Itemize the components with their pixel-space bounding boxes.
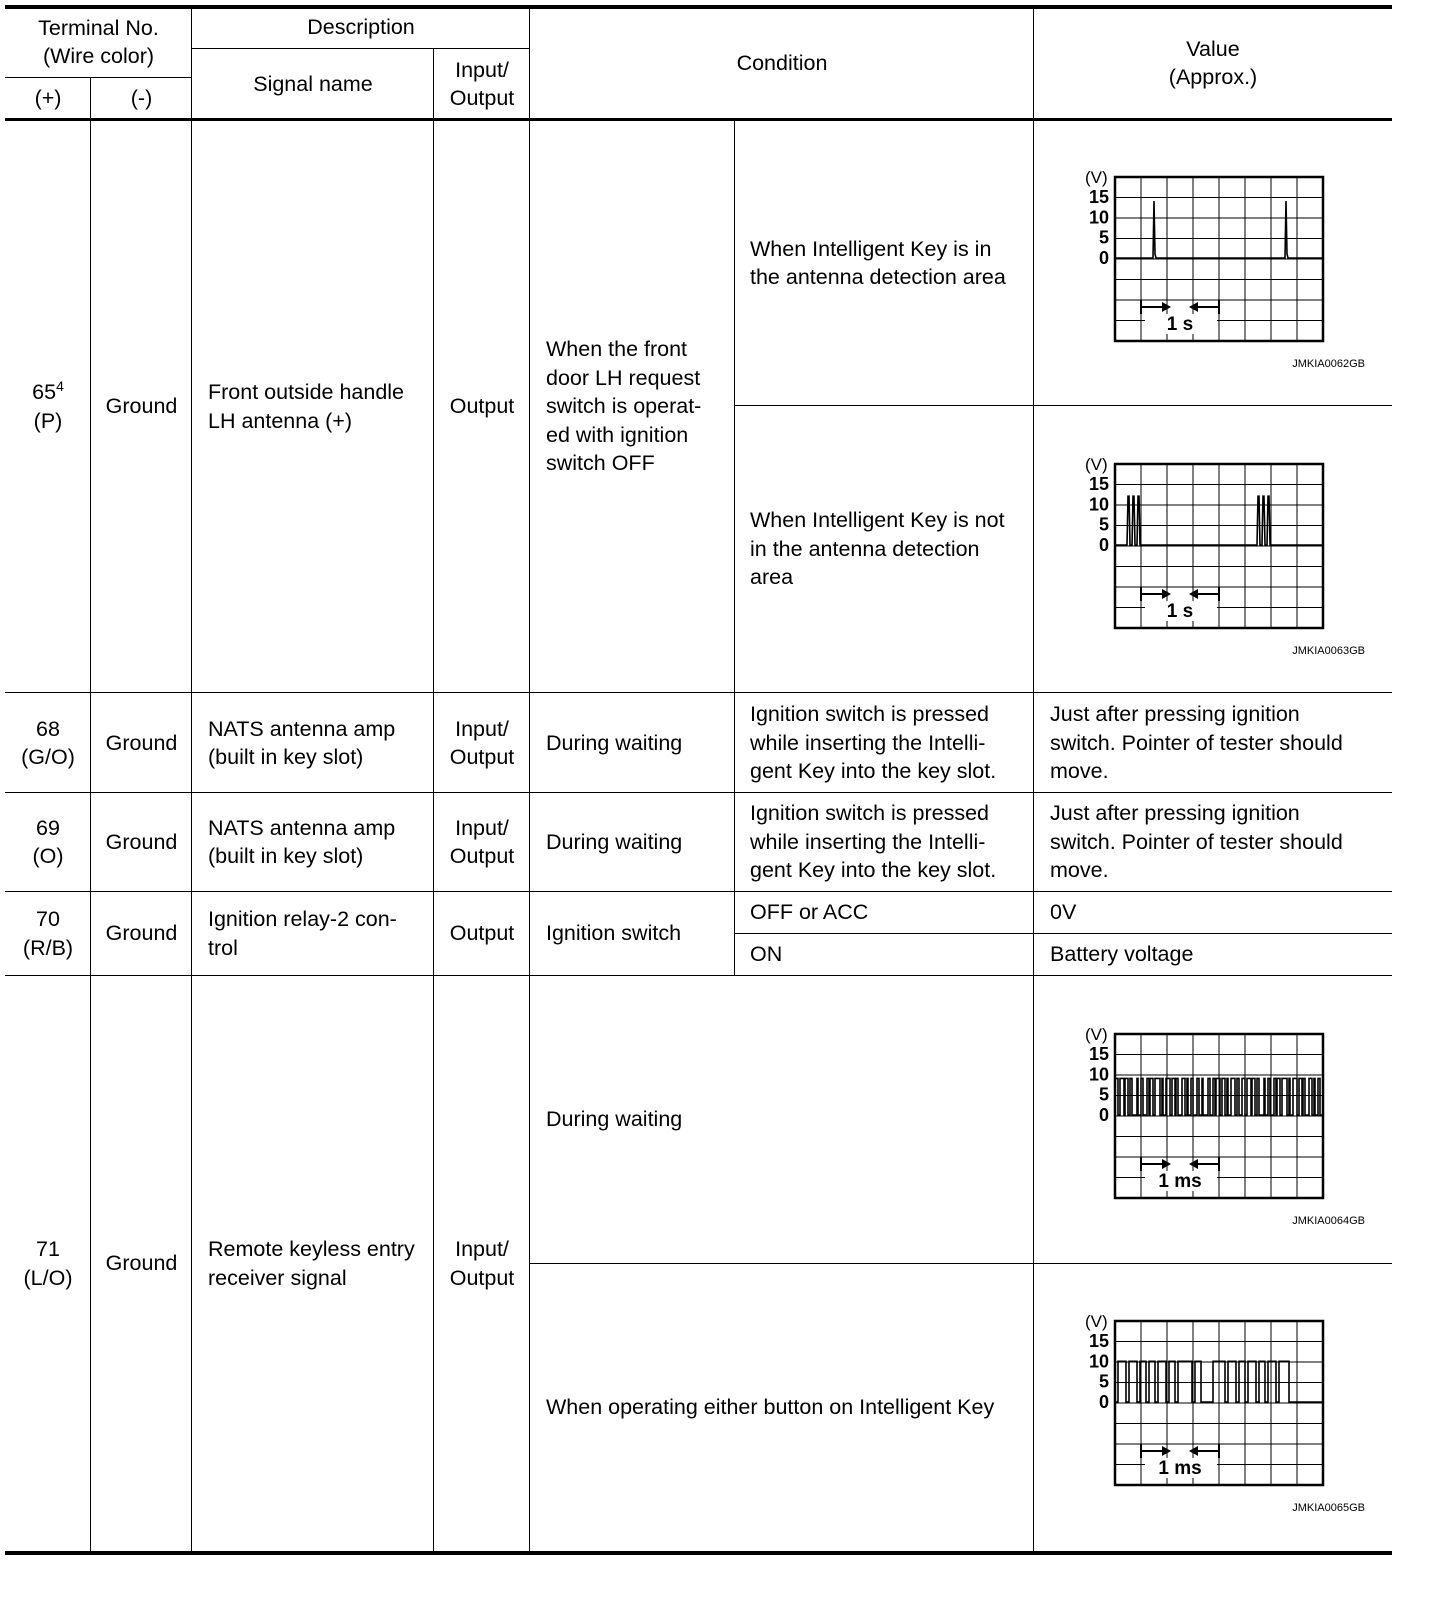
- row68-io: [434, 694, 530, 792]
- waveform-tick-label: 5: [1098, 514, 1109, 535]
- row68-signal-line2: (built in key slot): [208, 745, 364, 769]
- row71-io-line2: Output: [449, 1265, 515, 1290]
- header-io-line1: Input/: [455, 57, 509, 82]
- row70-value1-label: 0V: [1050, 900, 1077, 925]
- row70-value2-label: Battery voltage: [1050, 942, 1194, 967]
- row65-terminal-no: [32, 378, 64, 407]
- row70-ground: [91, 892, 192, 975]
- period-label: 1 s: [1166, 601, 1194, 622]
- header-signal-name: [192, 49, 434, 119]
- row65-sub2-line3: area: [750, 565, 794, 590]
- row68-sub-line2: while inserting the Intelli-: [750, 730, 986, 755]
- row69-ground-label: Ground: [105, 829, 178, 854]
- waveform-jmkia0065gb: [1067, 1303, 1367, 1514]
- row69-terminal: [5, 793, 91, 891]
- waveform-tick-label: 0: [1098, 1105, 1109, 1125]
- waveform-jmkia0062gb: [1067, 159, 1367, 370]
- waveform-plot: [1067, 446, 1367, 657]
- row65-sub2-line2: in the antenna detection: [750, 536, 980, 561]
- row65-signal-name: [192, 121, 434, 692]
- waveform-tick-label: 15: [1088, 474, 1109, 494]
- row69-wire-color: (O): [32, 844, 64, 868]
- header-plus-label: (+): [34, 86, 62, 111]
- waveform-unit-label: (V): [1085, 1025, 1108, 1044]
- period-label: 1 s: [1166, 314, 1194, 335]
- row69-value: [1034, 793, 1392, 891]
- row70-ground-label: Ground: [105, 921, 178, 946]
- waveform-tick-label: 0: [1098, 1392, 1109, 1412]
- figure-code-label: JMKIA0065GB: [1292, 1502, 1365, 1514]
- row68-condition-label: During waiting: [546, 730, 683, 755]
- waveform-unit-label: (V): [1085, 1312, 1108, 1331]
- header-condition-label: Condition: [736, 50, 828, 75]
- figure-code-label: JMKIA0062GB: [1292, 358, 1365, 370]
- waveform-jmkia0064gb: [1067, 1016, 1367, 1227]
- row68-sub-line1: Ignition switch is pressed: [750, 702, 989, 727]
- row70-state-on: [734, 934, 1034, 975]
- row71-signal-line1: Remote keyless entry: [208, 1237, 415, 1261]
- header-plus: [5, 78, 91, 119]
- waveform-tick-label: 5: [1098, 1084, 1109, 1105]
- row71-signal-line2: receiver signal: [208, 1265, 347, 1290]
- waveform-jmkia0063gb: [1067, 446, 1367, 657]
- row71-wire-color: (L/O): [23, 1265, 73, 1290]
- period-marker: [1141, 1157, 1219, 1171]
- period-label: 1 ms: [1158, 1458, 1202, 1479]
- row65-condition-line4: ed with ignition: [546, 422, 689, 447]
- row65-signal-line2: LH antenna (+): [208, 408, 353, 433]
- row70-state2-label: ON: [750, 942, 783, 967]
- row69-ground: [91, 793, 192, 891]
- row65-sub2-line1: When Intelligent Key is not: [750, 508, 1005, 533]
- row68-io-line1: Input/: [455, 716, 509, 741]
- row70-state-off-acc: [734, 892, 1034, 933]
- row68-sub-line3: gent Key into the key slot.: [750, 759, 997, 784]
- waveform-tick-label: 15: [1088, 1044, 1109, 1064]
- row69-signal-line1: NATS antenna amp: [208, 815, 396, 840]
- waveform-plot: [1067, 1303, 1367, 1514]
- row68-terminal-no: 68: [36, 716, 60, 741]
- row69-io: [434, 793, 530, 891]
- waveform-tick-label: 0: [1098, 535, 1109, 555]
- row69-io-line2: Output: [449, 844, 515, 868]
- row65-terminal-number: 65: [32, 380, 57, 404]
- row69-signal-line2: (built in key slot): [208, 844, 364, 868]
- row68-value: [1034, 694, 1392, 792]
- row65-sub1-condition: [734, 121, 1034, 405]
- row70-condition: [530, 892, 734, 975]
- terminal-spec-table: [5, 5, 1392, 1556]
- row65-condition-line3: switch is operat-: [546, 394, 702, 419]
- waveform-tick-label: 5: [1098, 227, 1109, 248]
- row71-sub1-label: During waiting: [546, 1107, 683, 1132]
- waveform-tick-label: 10: [1088, 1064, 1109, 1085]
- row65-sub2-condition: [734, 406, 1034, 692]
- period-marker: [1141, 300, 1219, 314]
- figure-code-label: JMKIA0063GB: [1292, 645, 1365, 657]
- period-marker: [1141, 1444, 1219, 1458]
- row70-terminal-no: 70: [36, 907, 60, 931]
- header-wire-color-label: (Wire color): [42, 44, 155, 68]
- waveform-tick-label: 5: [1098, 1371, 1109, 1392]
- row71-terminal: [5, 976, 91, 1551]
- row65-terminal: [5, 121, 91, 692]
- row71-io: [434, 976, 530, 1551]
- row69-condition: [530, 793, 734, 891]
- row68-sub-condition: [734, 694, 1034, 792]
- waveform-tick-label: 15: [1088, 187, 1109, 207]
- row68-wire-color: (G/O): [21, 745, 75, 769]
- row71-ground-label: Ground: [105, 1251, 178, 1276]
- row69-sub-line1: Ignition switch is pressed: [750, 801, 989, 826]
- waveform-tick-label: 10: [1088, 207, 1109, 228]
- row65-condition: [530, 121, 734, 692]
- row65-ground: [91, 121, 192, 692]
- waveform-tick-label: 15: [1088, 1331, 1109, 1351]
- header-minus: [91, 78, 192, 119]
- row65-io-label: Output: [449, 394, 515, 419]
- header-terminal-no-label: Terminal No.: [38, 15, 159, 40]
- header-value-line1: Value: [1186, 36, 1240, 61]
- row69-value-line3: move.: [1050, 858, 1109, 883]
- waveform-tick-label: 10: [1088, 1351, 1109, 1372]
- row68-ground-label: Ground: [105, 730, 178, 755]
- row65-ground-label: Ground: [105, 394, 178, 419]
- row69-value-line2: switch. Pointer of tester should: [1050, 829, 1343, 854]
- row65-condition-line1: When the front: [546, 337, 688, 362]
- row68-signal-line1: NATS antenna amp: [208, 716, 396, 741]
- row69-io-line1: Input/: [455, 815, 509, 840]
- header-minus-label: (-): [130, 86, 153, 111]
- row65-io: [434, 121, 530, 692]
- waveform-plot: [1067, 1016, 1367, 1227]
- waveform-unit-label: (V): [1085, 168, 1108, 187]
- row68-value-line2: switch. Pointer of tester should: [1050, 730, 1343, 755]
- row70-wire-color: (R/B): [22, 935, 74, 960]
- row65-wire-color: (P): [33, 408, 63, 433]
- row65-condition-line5: switch OFF: [546, 451, 655, 476]
- row69-signal-name: [192, 793, 434, 891]
- row69-sub-line2: while inserting the Intelli-: [750, 829, 986, 854]
- row68-ground: [91, 694, 192, 792]
- period-label: 1 ms: [1158, 1171, 1202, 1192]
- row71-terminal-no: 71: [36, 1237, 60, 1261]
- row70-io: [434, 892, 530, 975]
- row70-condition-label: Ignition switch: [546, 921, 682, 946]
- row68-condition: [530, 694, 734, 792]
- row69-sub-line3: gent Key into the key slot.: [750, 858, 997, 883]
- row70-signal-name: [192, 892, 434, 975]
- period-marker: [1141, 587, 1219, 601]
- header-io-line2: Output: [449, 86, 515, 110]
- row70-signal-line2: trol: [208, 935, 238, 960]
- waveform-plot: [1067, 159, 1367, 370]
- row68-io-line2: Output: [449, 745, 515, 769]
- row65-terminal-sup: 4: [56, 378, 64, 394]
- header-input-output: [434, 49, 530, 119]
- row69-sub-condition: [734, 793, 1034, 891]
- row65-signal-line1: Front outside handle: [208, 380, 405, 404]
- waveform-unit-label: (V): [1085, 455, 1108, 474]
- header-terminal-no: [5, 7, 192, 77]
- row65-sub1-line2: the antenna detection area: [750, 265, 1006, 289]
- header-value: [1034, 7, 1392, 119]
- figure-code-label: JMKIA0064GB: [1292, 1215, 1365, 1227]
- row70-state1-label: OFF or ACC: [750, 900, 869, 925]
- row69-value-line1: Just after pressing ignition: [1050, 801, 1300, 826]
- row71-ground: [91, 976, 192, 1551]
- row65-sub1-line1: When Intelligent Key is in: [750, 236, 992, 261]
- row71-io-line1: Input/: [455, 1237, 509, 1261]
- row71-sub2-condition: [530, 1264, 1034, 1551]
- waveform-tick-label: 0: [1098, 248, 1109, 268]
- row70-value-off-acc: [1034, 892, 1392, 933]
- waveform-tick-label: 10: [1088, 494, 1109, 515]
- row70-io-label: Output: [449, 921, 515, 946]
- header-signal-name-label: Signal name: [253, 71, 373, 96]
- row69-terminal-no: 69: [36, 815, 60, 840]
- header-description-label: Description: [307, 15, 415, 40]
- row71-sub1-condition: [530, 976, 1034, 1263]
- row70-terminal: [5, 892, 91, 975]
- row65-condition-line2: door LH request: [546, 365, 701, 390]
- row68-value-line1: Just after pressing ignition: [1050, 702, 1300, 727]
- row70-value-on: [1034, 934, 1392, 975]
- row68-value-line3: move.: [1050, 759, 1109, 784]
- row71-sub2-label: When operating either button on Intelligent Key: [546, 1395, 995, 1420]
- row68-terminal: [5, 694, 91, 792]
- row68-signal-name: [192, 694, 434, 792]
- row69-condition-label: During waiting: [546, 829, 683, 854]
- header-description: [192, 7, 530, 48]
- row71-signal-name: [192, 976, 434, 1551]
- header-condition: [530, 7, 1034, 119]
- header-value-line2: (Approx.): [1168, 65, 1258, 89]
- row70-signal-line1: Ignition relay-2 con-: [208, 907, 397, 931]
